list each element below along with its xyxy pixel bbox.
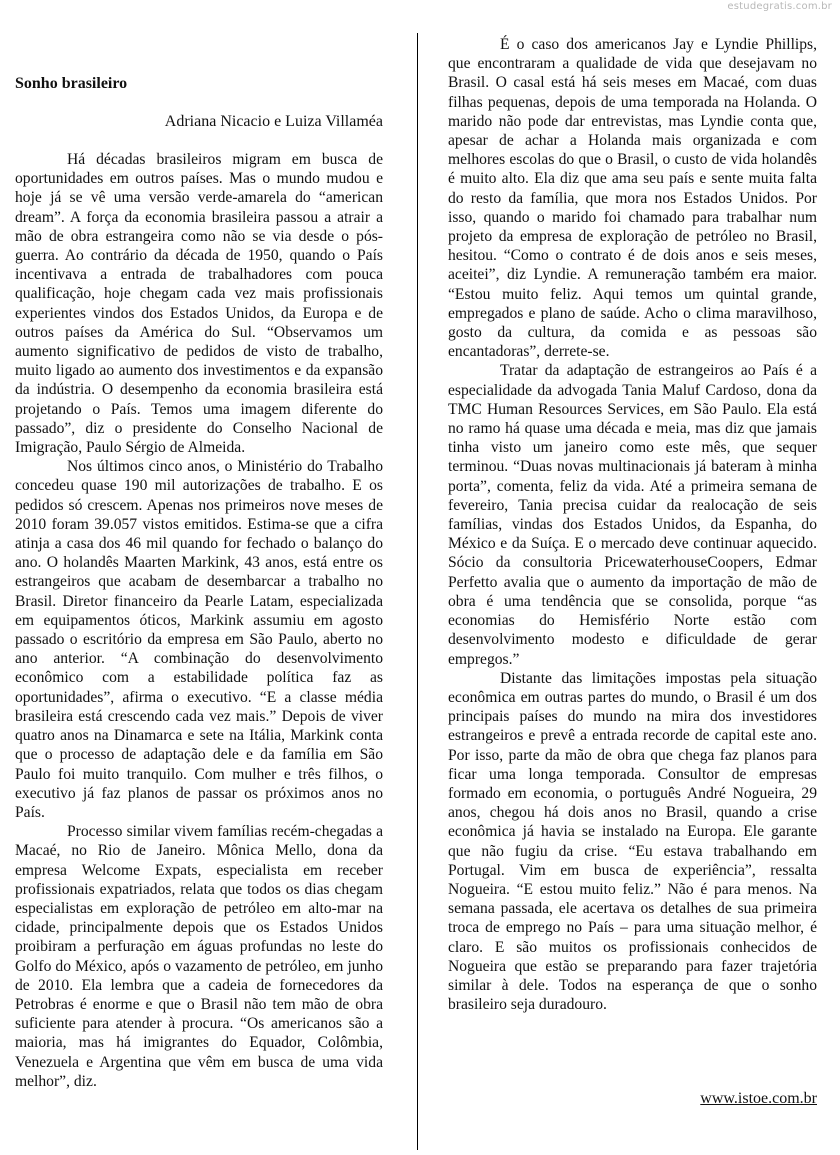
column-divider [417, 33, 418, 1150]
paragraph: Há décadas brasileiros migram em busca de oportunidades em outros países. Mas o mundo mudou e hoje já se vê uma versão verde-amarela do “american dream”. A força da economia brasileira passou a atrair a mão de obra estrangeira como não se via desde o pós-guerra. Ao contrário da década de 1950, quando o País incentivava a entrada de trabalhadores com pouca qualificação, hoje chegam cada vez mais profissionais experientes vindos dos Estados Unidos, da Europa e de outros países da América do Sul. “Observamos um aumento significativo de pedidos de visto de trabalho, muito ligado ao aumento dos investimentos e da expansão da indústria. O desempenho da economia brasileira está projetando o País. Temos uma imagem diferente do passado”, diz o presidente do Conselho Nacional de Imigração, Paulo Sérgio de Almeida. [15, 151, 383, 457]
paragraph: Distante das limitações impostas pela situação econômica em outras partes do mundo, o Brasil é um dos principais países do mundo na mira dos investidores estrangeiros e prevê a entrada recorde de capital este ano. Por isso, parte da mão de obra que chega faz planos para ficar uma longa temporada. Consultor de empresas formado em economia, o português André Nogueira, 29 anos, chegou há dois anos no Brasil, quando a crise econômica já havia se instalado na Europa. Ele garante que não fugiu da crise. “Eu estava trabalhando em Portugal. Vim em busca de experiência”, ressalta Nogueira. “E estou muito feliz.” Não é para menos. Na semana passada, ele acertava os detalhes de sua primeira troca de emprego no País – para uma situação melhor, é claro. E são muitos os profissionais conhecidos de Nogueira que estão se preparando para fazer trajetória similar à dele. Todos na esperança de que o sonho brasileiro seja duradouro. [448, 669, 817, 1014]
paragraph: Tratar da adaptação de estrangeiros ao País é a especialidade da advogada Tania Maluf Cardoso, dona da TMC Human Resources Services, em São Paulo. Ela está no ramo há quase uma década e meia, mas diz que jamais tinha visto um janeiro como este mês, que sequer terminou. “Duas novas multinacionais já bateram à minha porta”, comenta, feliz da vida. Até a primeira semana de fevereiro, Tania precisa cuidar da realocação de seis famílias, vindas dos Estados Unidos, da Espanha, do México e da Suíça. E o mercado deve continuar aquecido. Sócio da consultoria PricewaterhouseCoopers, Edmar Perfetto avalia que o aumento da importação de mão de obra é uma tendência que se consolida, porque “as economias do Hemisfério Norte estão com desenvolvimento modesto e dificuldade de gerar empregos.” [448, 362, 817, 668]
paragraph: É o caso dos americanos Jay e Lyndie Phillips, que encontraram a qualidade de vida que desejavam no Brasil. O casal está há seis meses em Macaé, com duas filhas pequenas, depois de uma temporada na Holanda. O marido não pode dar entrevistas, mas Lyndie conta que, apesar de achar a Holanda mais organizada e com melhores escolas do que o Brasil, o custo de vida holandês é muito alto. Ela diz que ama seu país e sente muita falta do resto da família, que mora nos Estados Unidos. Por isso, quando o marido foi chamado para trabalhar num projeto da empresa de exploração de petróleo no Brasil, hesitou. “Como o contrato é de dois anos e seis meses, aceitei”, diz Lyndie. A remuneração também era maior. “Estou muito feliz. Aqui temos um quintal grande, empregados e plano de saúde. Acho o clima maravilhoso, gosto da cultura, da comida e as pessoas são encantadoras”, derrete-se. [448, 36, 817, 361]
left-column-body [15, 150, 383, 1091]
paragraph: Processo similar vivem famílias recém-chegadas a Macaé, no Rio de Janeiro. Mônica Mello, dona da empresa Welcome Expats, especialista em receber profissionais expatriados, relata que todos os dias chegam especialistas em exploração de petróleo em alto-mar na cidade, principalmente depois que os Estados Unidos proibiram a perfuração em águas profundas no leste do Golfo do México, após o vazamento de petróleo, em junho de 2010. Ela lembra que a cadeia de fornecedores da Petrobras é enorme e que o Brasil não tem mão de obra suficiente para atender à procura. “Os americanos são a maioria, mas há imigrantes do Equador, Colômbia, Venezuela e Argentina que vêm em busca de uma vida melhor”, diz. [15, 823, 383, 1090]
paragraph: Nos últimos cinco anos, o Ministério do Trabalho concedeu quase 190 mil autorizações de trabalho. E os pedidos só crescem. Apenas nos primeiros nove meses de 2010 foram 39.057 vistos emitidos. Estima-se que a cifra atinja a casa dos 46 mil quando for fechado o balanço do ano. O holandês Maarten Markink, 43 anos, está entre os estrangeiros que acabam de desembarcar a trabalho no Brasil. Diretor financeiro da Pearle Latam, especializada em equipamentos óticos, Markink assumiu em agosto passado o escritório da empresa em São Paulo, aberto no ano anterior. “A combinação do desenvolvimento econômico com a estabilidade política faz as oportunidades”, afirma o executivo. “E a classe média brasileira está crescendo cada vez mais.” Depois de viver quatro anos na Dinamarca e sete na Itália, Markink conta que o processo de adaptação dele e da família em São Paulo foi muito tranquilo. Com mulher e três filhos, o executivo já faz planos de passar os próximos anos no País. [15, 458, 383, 821]
watermark: estudegratis.com.br [727, 1, 832, 12]
source-link[interactable]: www.istoe.com.br [700, 1090, 817, 1107]
article-authors: Adriana Nicacio e Luiza Villaméa [164, 113, 383, 130]
article-title: Sonho brasileiro [15, 75, 128, 92]
right-column [448, 35, 817, 1014]
